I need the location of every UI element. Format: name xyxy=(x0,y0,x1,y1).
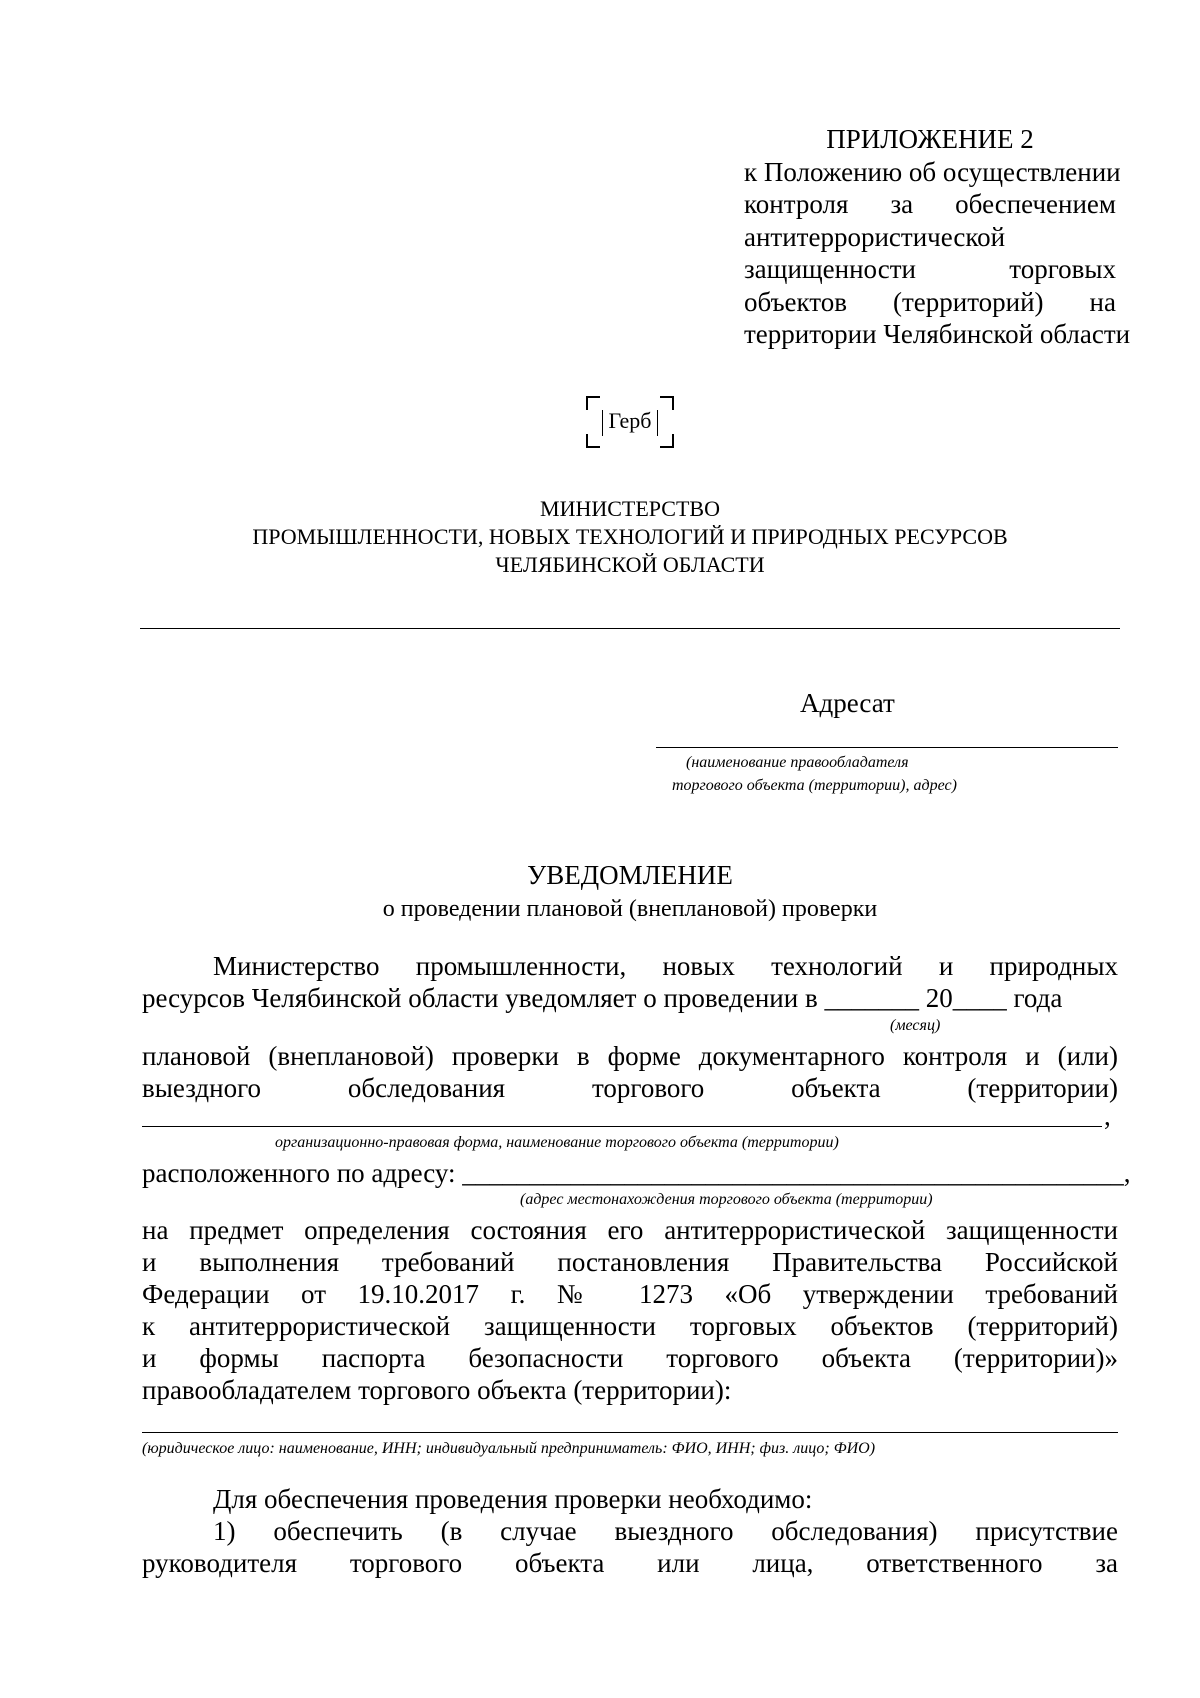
address-line xyxy=(142,1157,1131,1189)
coat-of-arms-label: Герб xyxy=(586,406,674,436)
appendix-line: защищенности торговых xyxy=(744,254,1116,284)
body-line: плановой (внеплановой) проверки в форме документарного контроля и (или) xyxy=(142,1041,1118,1071)
header-divider xyxy=(140,628,1120,629)
appendix-line: антитеррористической xyxy=(744,221,1006,252)
body-line: к антитеррористической защищенности торговых объектов (территорий) xyxy=(142,1311,1118,1341)
addressee-label: Адресат xyxy=(800,688,895,718)
body-line xyxy=(142,982,1118,1014)
notice-title: УВЕДОМЛЕНИЕ xyxy=(527,860,733,890)
address-label: расположенного по адресу: xyxy=(142,1158,456,1188)
ministry-line: МИНИСТЕРСТВО xyxy=(540,496,720,521)
body-line: на предмет определения состояния его антитеррористической защищенности xyxy=(142,1215,1118,1245)
appendix-line: территории Челябинской области xyxy=(744,319,1131,349)
year-blank: ____ xyxy=(952,983,1007,1013)
object-caption: организационно-правовая форма, наименование торгового объекта (территории) xyxy=(275,1134,839,1151)
appendix-line: контроля за обеспечением xyxy=(744,189,1116,219)
body-line: Для обеспечения проведения проверки необходимо: xyxy=(213,1484,813,1514)
body-line: и формы паспорта безопасности торгового объекта (территории)» xyxy=(142,1343,1118,1373)
addressee-caption: (наименование правообладателя xyxy=(686,754,909,771)
body-line: 1) обеспечить (в случае выездного обследования) присутствие xyxy=(213,1516,1118,1546)
ministry-header xyxy=(140,495,1120,579)
month-caption: (месяц) xyxy=(890,1017,941,1034)
ministry-line: ЧЕЛЯБИНСКОЙ ОБЛАСТИ xyxy=(495,552,765,577)
corner-mark xyxy=(586,434,600,448)
body-text: 20 xyxy=(925,983,953,1013)
owner-field-line xyxy=(142,1432,1118,1433)
address-caption: (адрес местонахождения торгового объекта (территории) xyxy=(520,1191,933,1208)
body-line: руководителя торгового объекта или лица, ответственного за xyxy=(142,1548,1118,1578)
appendix-line: к Положению об осуществлении xyxy=(744,156,1121,187)
appendix-block xyxy=(744,123,1131,351)
body-line: выездного обследования торгового объекта (территории) xyxy=(142,1073,1118,1103)
body-text: , xyxy=(1123,1158,1131,1188)
body-line: и выполнения требований постановления Правительства Российской xyxy=(142,1247,1118,1277)
body-line: Федерации от 19.10.2017 г. № 1273 «Об утверждении требований xyxy=(142,1279,1118,1309)
address-blank: _________________________________________________ xyxy=(462,1158,1124,1188)
object-field-line xyxy=(142,1126,1102,1127)
appendix-title: ПРИЛОЖЕНИЕ 2 xyxy=(826,124,1034,154)
corner-mark xyxy=(660,434,674,448)
body-text: , xyxy=(1104,1101,1111,1131)
owner-caption: (юридическое лицо: наименование, ИНН; индивидуальный предприниматель: ФИО, ИНН; физ. лицо; ФИО) xyxy=(142,1440,876,1457)
month-blank: _______ xyxy=(824,983,919,1013)
addressee-field-line xyxy=(656,747,1118,748)
body-line: Министерство промышленности, новых технологий и природных xyxy=(213,951,1118,981)
body-text: ресурсов Челябинской области уведомляет о проведении в xyxy=(142,983,818,1013)
body-text: года xyxy=(1013,983,1063,1013)
coat-of-arms-placeholder xyxy=(586,396,674,448)
body-line: правообладателем торгового объекта (территории): xyxy=(142,1375,732,1405)
addressee-caption: торгового объекта (территории), адрес) xyxy=(672,777,957,794)
notice-subtitle: о проведении плановой (внеплановой) проверки xyxy=(382,896,878,922)
ministry-line: ПРОМЫШЛЕННОСТИ, НОВЫХ ТЕХНОЛОГИЙ И ПРИРОДНЫХ РЕСУРСОВ xyxy=(252,524,1008,549)
appendix-line: объектов (территорий) на xyxy=(744,286,1116,317)
